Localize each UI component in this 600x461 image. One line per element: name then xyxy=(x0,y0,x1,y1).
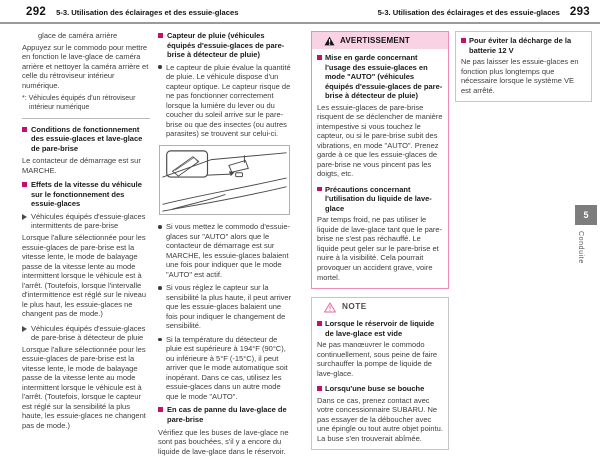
note-box xyxy=(311,297,449,450)
section-heading xyxy=(22,180,150,209)
list-item-text: Si vous mettez le commodo d'essuie-glaces sur "AUTO" alors que le contacteur de démarrage est sur MARCHE, les essuie-glaces balaient une fois pour indiquer que le mode "AUTO" est actif. xyxy=(166,222,290,279)
section-heading-label: Capteur de pluie (véhicules équipés d'essuie-glaces de pare-brise à détecteur de pluie) xyxy=(167,31,285,60)
list-item-text: Si la température du détecteur de pluie est supérieure à 194°F (90°C), ou inférieure à 5°F (-15°C), il peut arriver que le mode automatique soit inopérant. Dans ce cas, utilisez les essuie-glaces dans un autre mode que le mode "AUTO". xyxy=(166,334,288,401)
note-item-body: Dans ce cas, prenez contact avec votre concessionnaire SUBARU. Ne pas essayer de la déboucher avec une épingle ou tout autre objet pointu. La buse s'en trouverait abîmée. xyxy=(317,395,443,443)
footnote: *: Véhicules équipés d'un rétroviseur intérieur numérique xyxy=(22,95,136,111)
square-bullet-icon xyxy=(22,182,27,187)
paragraph: Le contacteur de démarrage est sur MARCHE. xyxy=(22,156,141,175)
square-bullet-icon xyxy=(158,407,163,412)
list-item-text: Si vous réglez le capteur sur la sensibilité la plus haute, il peut arriver que les essuie-glaces balaient une fois pour indiquer le changement de sensibilité. xyxy=(166,283,292,331)
note-item-heading xyxy=(461,36,586,55)
note-item-heading xyxy=(317,319,443,338)
bullet-icon xyxy=(158,286,162,290)
paragraph: Vérifiez que les buses de lave-glace ne sont pas bouchées, s'il y a encore du liquide de lave-glace dans le réservoir. xyxy=(158,427,289,456)
list-item-text: Le capteur de pluie évalue la quantité de pluie. Le véhicule dispose d'un capteur optique. Le capteur risque de ne pas fonctionner correctement lorsque la lumière du lever ou du coucher du soleil arrive sur le pare-brise ou que des insectes (ou autres parasites) se trouvent sur celui-ci. xyxy=(166,62,291,139)
warning-item-body: Par temps froid, ne pas utiliser le liquide de lave-glace tant que le pare-brise ne s'est pas réchauffé. Le liquide peut geler sur le pare-brise et nuire à la visibilité. Cela pourrait provoquer un accident grave, voire mortel. xyxy=(317,215,443,282)
list-item xyxy=(158,63,293,139)
note-item-body: Ne pas manœuvrer le commodo continuellement, sous peine de faire surchauffer la pompe de liquide de lave-glace. xyxy=(317,340,438,378)
continued-heading: glace de caméra arrière xyxy=(38,31,118,40)
section-heading xyxy=(158,31,293,60)
square-bullet-icon xyxy=(158,33,163,38)
chapter-tab-number: 5 xyxy=(583,210,589,220)
square-bullet-icon xyxy=(317,55,322,60)
arrow-marker-icon xyxy=(22,326,27,332)
rain-sensor-illustration xyxy=(159,145,290,215)
left-page-column-2 xyxy=(158,31,293,461)
paragraph: Appuyez sur le commodo pour mettre en fonction le lave-glace de caméra arrière et nettoyer la caméra arrière et celle du rétroviseur intérieur numérique. xyxy=(22,42,149,90)
header-rule xyxy=(0,22,600,24)
bullet-icon xyxy=(158,65,162,69)
warning-box-header xyxy=(312,32,448,49)
warning-box xyxy=(311,31,449,289)
left-page-column-1 xyxy=(22,31,150,435)
warning-item-heading xyxy=(317,53,443,101)
chapter-tab-label: Conduite xyxy=(577,231,584,264)
list-item xyxy=(158,283,293,331)
square-bullet-icon xyxy=(317,187,322,192)
right-page-column-2 xyxy=(455,31,592,102)
square-bullet-icon xyxy=(461,38,466,43)
note-item-heading-label: Lorsque le réservoir de liquide de lave-glace est vide xyxy=(325,319,435,338)
warning-item-heading xyxy=(317,185,443,214)
square-bullet-icon xyxy=(317,321,322,326)
right-page-column-1 xyxy=(311,31,449,450)
variant-subheading xyxy=(22,324,150,343)
variant-subheading-label: Véhicules équipés d'essuie-glaces intermittents de pare-brise xyxy=(31,211,146,231)
chapter-tab xyxy=(575,205,597,225)
header-left xyxy=(26,6,238,18)
variant-subheading-label: Véhicules équipés d'essuie-glaces de pare-brise à détecteur de pluie xyxy=(31,323,146,343)
note-item-body: Ne pas laisser les essuie-glaces en fonction plus longtemps que nécessaire lorsque le système VE est arrêté. xyxy=(461,57,579,95)
paragraph: Lorsque l'allure sélectionnée pour les essuie-glaces de pare-brise est la vitesse lente, le mode de balayage passe de la vitesse lente au mode intermittent lorsque le véhicule est à l'arrêt. (Toutefois, lorsque le capteur est réglé sur la sensibilité la plus haute, les essuie-glaces ne changent pas de mode.) xyxy=(22,344,146,430)
list-item xyxy=(158,222,293,279)
note-box-body xyxy=(312,315,448,449)
header-right xyxy=(378,6,590,18)
note-item-heading-label: Pour éviter la décharge de la batterie 12 V xyxy=(469,36,572,55)
warning-item-heading-label: Mise en garde concernant l'usage des essuie-glaces en mode "AUTO" (véhicules équipés d'essuie-glaces de pare-brise à détecteur de pluie) xyxy=(325,53,443,101)
page-number-right: 293 xyxy=(569,6,590,18)
list-item xyxy=(158,335,293,402)
column-divider xyxy=(22,118,150,119)
warning-triangle-icon xyxy=(324,36,335,46)
paragraph: Lorsque l'allure sélectionnée pour les essuie-glaces de pare-brise est la vitesse lente, le mode de balayage passe de la vitesse lente au mode intermittent lorsque le véhicule est à l'arrêt. (Toutefois, lorsque l'intervalle d'intermittence est réglé sur le niveau le plus haut, les essuie-glaces ne changent pas de mode.) xyxy=(22,233,146,319)
note-continuation-box xyxy=(455,31,592,102)
square-bullet-icon xyxy=(22,127,27,132)
warning-item-heading-label: Précautions concernant l'utilisation du liquide de lave-glace xyxy=(325,184,432,213)
bullet-icon xyxy=(158,225,162,229)
warning-box-body xyxy=(312,49,448,288)
note-item-heading-label: Lorsqu'une buse se bouche xyxy=(325,384,425,394)
warning-box-title: AVERTISSEMENT xyxy=(340,35,411,45)
section-heading-label: Conditions de fonctionnement des essuie-glaces et lave-glace de pare-brise xyxy=(31,124,143,153)
section-title-right: 5-3. Utilisation des éclairages et des essuie-glaces xyxy=(377,8,560,17)
section-heading xyxy=(158,405,293,424)
variant-subheading xyxy=(22,212,150,231)
note-box-header xyxy=(312,298,448,315)
page-number-left: 292 xyxy=(26,6,47,18)
note-triangle-icon xyxy=(324,302,336,313)
note-box-title: NOTE xyxy=(342,302,367,312)
section-heading xyxy=(22,125,150,154)
note-item-heading xyxy=(317,384,443,394)
section-heading-label: En cas de panne du lave-glace de pare-brise xyxy=(167,405,287,424)
section-title-left: 5-3. Utilisation des éclairages et des essuie-glaces xyxy=(56,8,239,17)
bullet-icon xyxy=(158,338,162,342)
warning-item-body: Les essuie-glaces de pare-brise risquent de se déclencher de manière intempestive si vous touchez le capteur, ou si le pare-brise subit des vibrations, en mode "AUTO". Prenez garde à ce que les essuie-glaces de pare-brise ne vous pincent pas les doigts, etc. xyxy=(317,102,443,179)
section-heading-label: Effets de la vitesse du véhicule sur le fonctionnement des essuie-glaces xyxy=(31,180,142,209)
square-bullet-icon xyxy=(317,386,322,391)
arrow-marker-icon xyxy=(22,214,27,220)
